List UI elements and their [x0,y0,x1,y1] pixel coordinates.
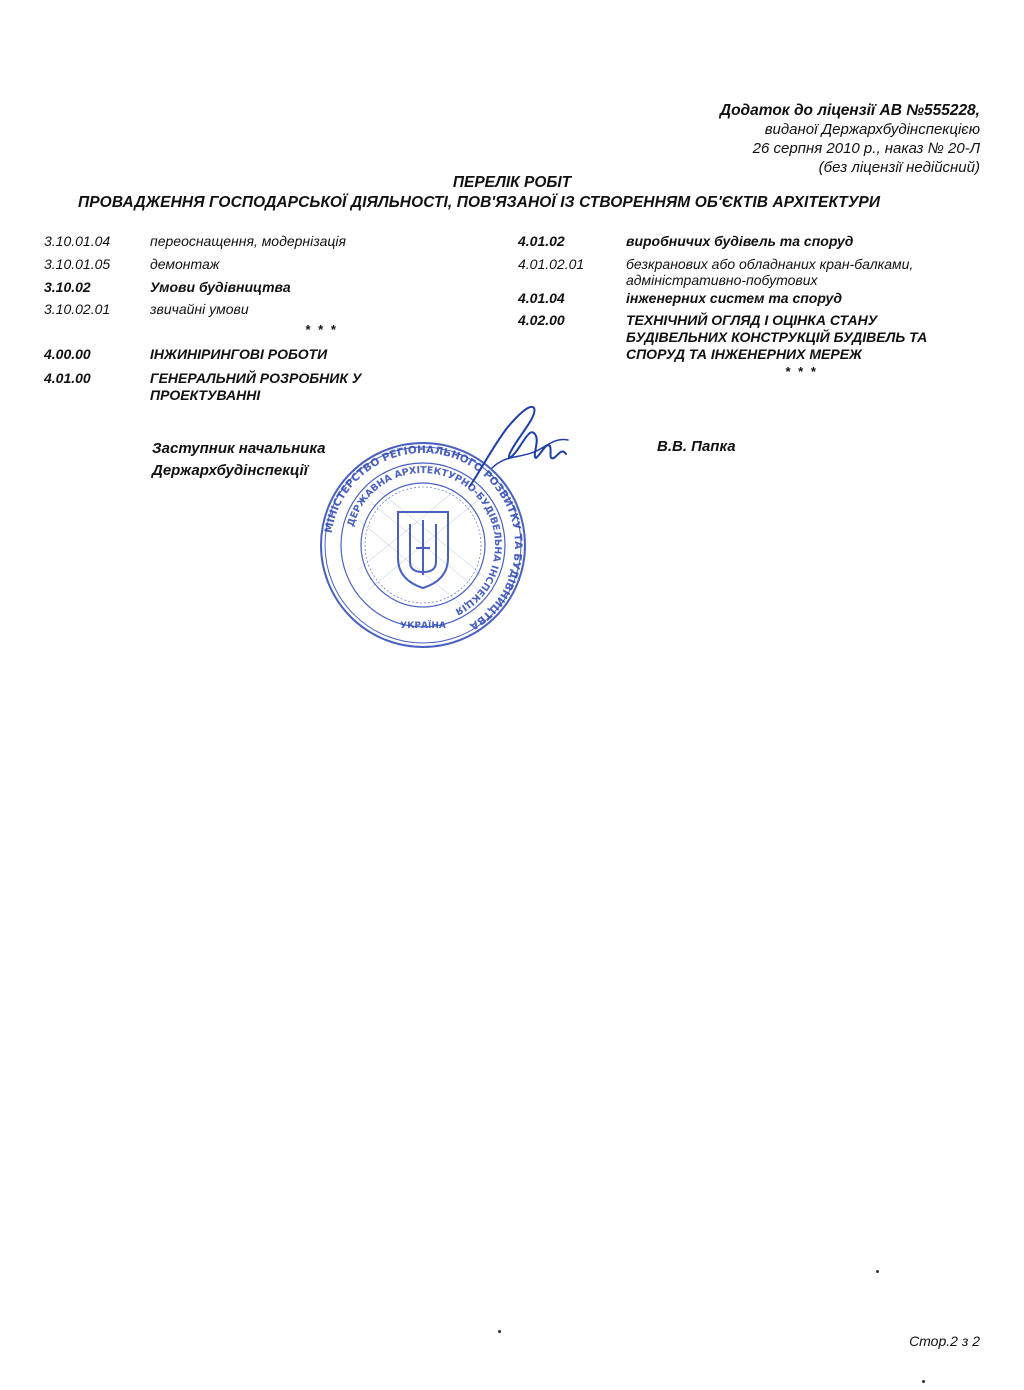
item-code: 4.02.00 [518,312,565,328]
item-description-cont: адміністративно-побутових [626,272,818,288]
item-code: 3.10.02.01 [44,301,111,317]
item-description: ТЕХНІЧНИЙ ОГЛЯД І ОЦІНКА СТАНУ [626,312,878,328]
item-code: 4.01.00 [44,370,91,386]
item-description-cont: СПОРУД ТА ІНЖЕНЕРНИХ МЕРЕЖ [626,346,863,362]
item-description: демонтаж [150,256,220,272]
header-line-3: 26 серпня 2010 р., наказ № 20-Л [752,140,980,157]
item-code: 4.01.02 [518,233,565,249]
scan-speck [876,1270,879,1273]
signer-position-line-1: Заступник начальника [152,440,326,457]
header-line-2: виданої Держархбудінспекцією [764,121,980,138]
item-description-cont: ПРОЕКТУВАННІ [150,387,261,403]
svg-text:МІНІСТЕРСТВО РЕГІОНАЛЬНОГО РОЗ: МІНІСТЕРСТВО РЕГІОНАЛЬНОГО РОЗВИТКУ ТА БУДІВНИЦТВА [322,443,525,633]
svg-text:ДЕРЖАВНА АРХІТЕКТУРНО-БУДІВЕЛЬ: ДЕРЖАВНА АРХІТЕКТУРНО-БУДІВЕЛЬНА ІНСПЕКЦІЯ [345,464,504,617]
item-description: ІНЖИНІРИНГОВІ РОБОТИ [150,346,328,362]
scan-speck [922,1380,925,1383]
document-title: ПЕРЕЛІК РОБІТ [452,174,572,191]
separator: * * * [785,364,818,379]
svg-text:УКРАЇНА: УКРАЇНА [400,621,446,631]
handwritten-signature [462,398,572,493]
header-line-1: Додаток до ліцензії АВ №555228, [719,102,980,119]
item-description: виробничих будівель та споруд [626,233,854,249]
item-description: інженерних систем та споруд [626,290,842,306]
item-description: безкранових або обладнаних кран-балками, [626,256,914,272]
header-line-4: (без ліцензії недійсний) [818,159,980,176]
scan-speck [498,1330,501,1333]
item-description: переоснащення, модернізація [150,233,346,249]
separator: * * * [305,322,338,337]
item-code: 4.01.02.01 [518,256,585,272]
item-code: 4.01.04 [518,290,565,306]
page-number: Стор.2 з 2 [909,1333,980,1349]
item-code: 3.10.02 [44,279,91,295]
license-header [720,101,980,177]
item-code: 3.10.01.05 [44,256,111,272]
item-description: звичайні умови [150,301,249,317]
item-description-cont: БУДІВЕЛЬНИХ КОНСТРУКЦІЙ БУДІВЕЛЬ ТА [626,329,928,345]
signer-position [152,438,325,482]
trident-icon [398,512,448,588]
item-code: 4.00.00 [44,346,91,362]
signer-name: В.В. Папка [657,438,736,455]
signer-position-line-2: Держархбудінспекції [152,462,308,479]
item-description: ГЕНЕРАЛЬНИЙ РОЗРОБНИК У [150,370,362,386]
item-code: 3.10.01.04 [44,233,111,249]
document-subtitle: ПРОВАДЖЕННЯ ГОСПОДАРСЬКОЇ ДІЯЛЬНОСТІ, ПОВ'ЯЗАНОЇ ІЗ СТВОРЕННЯМ ОБ'ЄКТІВ АРХІТЕКТУРИ [78,194,881,211]
item-description: Умови будівництва [150,279,291,295]
